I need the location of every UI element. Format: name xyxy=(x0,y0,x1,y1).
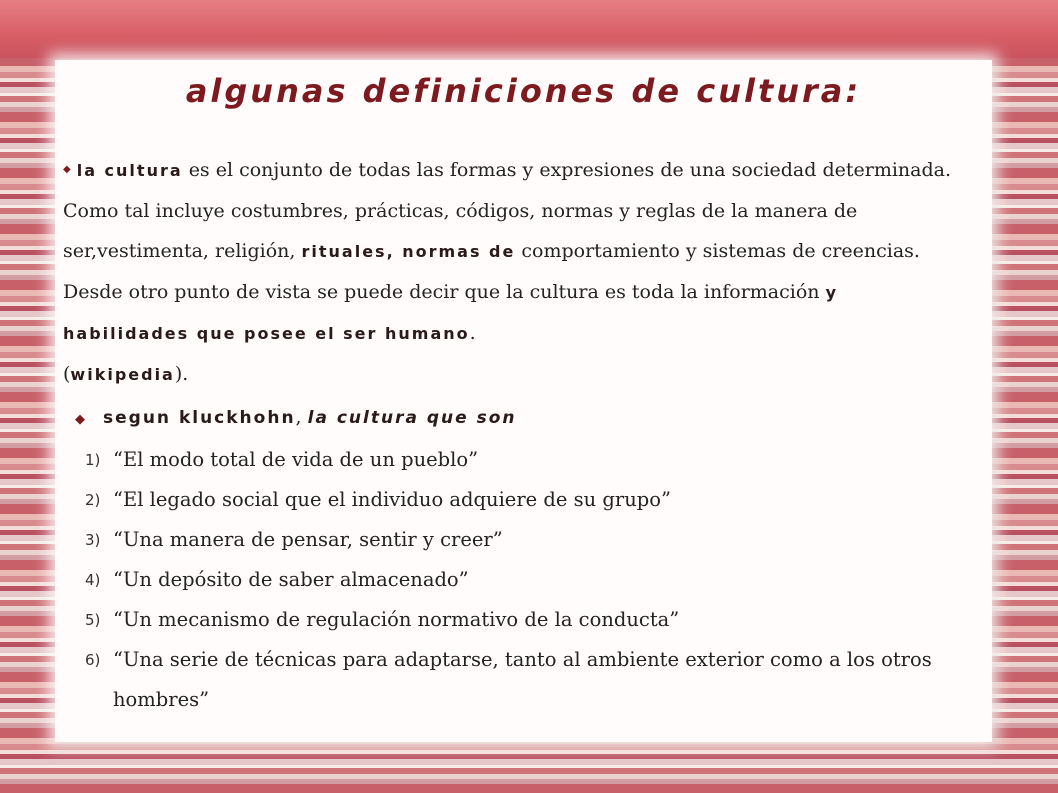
item-number: 1) xyxy=(85,451,101,469)
paren-open: ( xyxy=(63,363,71,385)
source-wikipedia: wikipedia xyxy=(70,365,175,384)
subheading-comma: , xyxy=(295,406,302,428)
item-text: “Un mecanismo de regulación normativo de la conducta” xyxy=(113,608,680,631)
item-number: 5) xyxy=(85,611,101,629)
paragraph-text-1: es el conjunto de todas las formas y expresiones de una sociedad determinada. Como tal incluye costumbres, prácticas, códigos, normas y reglas de la manera de ser,vestimenta, religión, xyxy=(63,159,952,262)
subheading xyxy=(63,397,963,440)
subheading-author: segun kluckhohn xyxy=(103,408,296,428)
list-item xyxy=(63,520,963,560)
slide-content xyxy=(63,150,963,720)
term-habilidades: y habilidades que posee el ser humano xyxy=(63,283,839,343)
slide-title: algunas definiciones de cultura: xyxy=(185,72,862,110)
diamond-bullet-icon: ◆ xyxy=(75,412,85,427)
diamond-bullet-icon: ◆ xyxy=(63,164,71,175)
item-number: 3) xyxy=(85,531,101,549)
list-item xyxy=(63,560,963,600)
paragraph-text-2: comportamiento y sistemas de creencias. Desde otro punto de vista se puede decir que la cultura es toda la información xyxy=(63,240,920,303)
list-item xyxy=(63,480,963,520)
item-number: 4) xyxy=(85,571,101,589)
item-number: 6) xyxy=(85,651,101,669)
paren-close: ). xyxy=(174,363,189,385)
list-item xyxy=(63,440,963,480)
item-text: “El legado social que el individuo adquiere de su grupo” xyxy=(113,488,671,511)
item-text: “El modo total de vida de un pueblo” xyxy=(113,448,479,471)
list-item xyxy=(63,600,963,640)
culture-paragraph xyxy=(63,150,963,395)
paragraph-text-3: . xyxy=(469,322,476,344)
item-text: “Una manera de pensar, sentir y creer” xyxy=(113,528,503,551)
item-text: “Una serie de técnicas para adaptarse, tanto al ambiente exterior como a los otros hombres” xyxy=(113,648,932,711)
term-la-cultura: la cultura xyxy=(76,161,183,180)
term-rituales: rituales, normas de xyxy=(301,242,516,261)
slide xyxy=(55,60,992,742)
top-band xyxy=(0,0,1058,58)
item-number: 2) xyxy=(85,491,101,509)
definitions-list xyxy=(63,440,963,720)
list-item xyxy=(63,640,963,720)
subheading-text: la cultura que son xyxy=(307,408,517,428)
item-text: “Un depósito de saber almacenado” xyxy=(113,568,469,591)
